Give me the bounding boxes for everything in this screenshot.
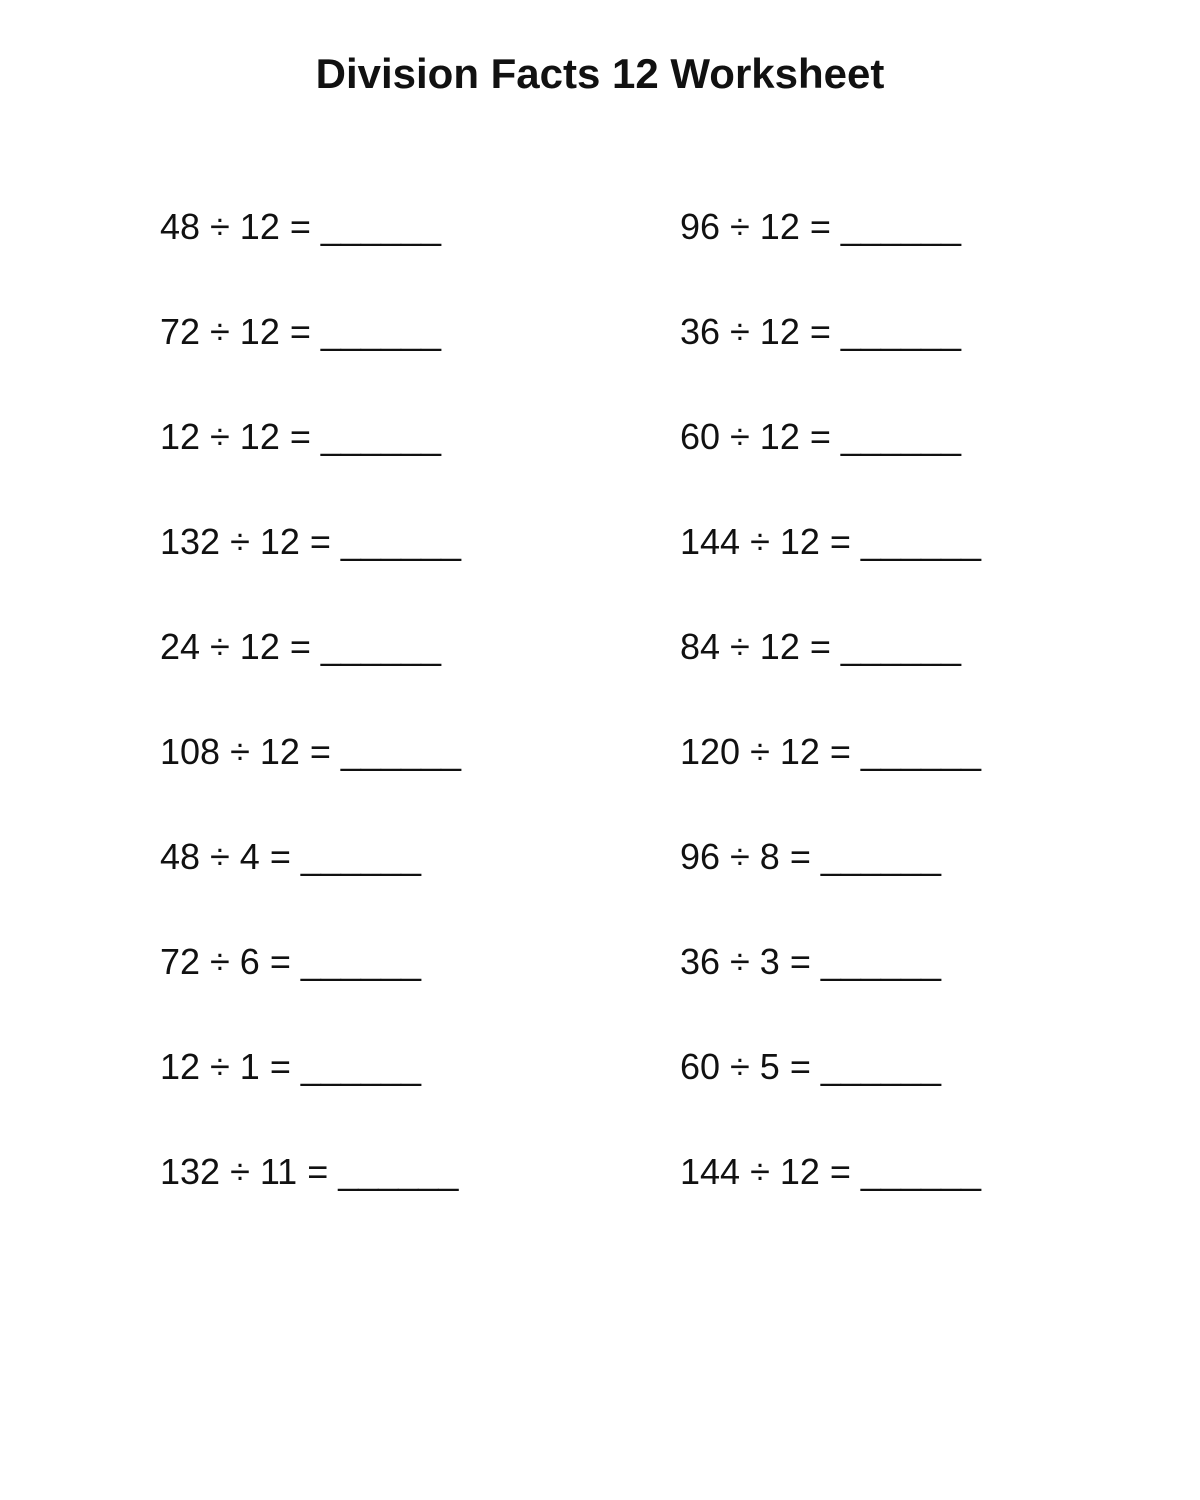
- division-problem: 12 ÷ 1 = ______: [160, 1046, 421, 1087]
- division-problem: 12 ÷ 12 = ______: [160, 416, 442, 457]
- division-problem: 120 ÷ 12 = ______: [680, 731, 982, 772]
- division-problem: 96 ÷ 8 = ______: [680, 836, 941, 877]
- division-problem: 108 ÷ 12 = ______: [160, 731, 462, 772]
- division-problem: 144 ÷ 12 = ______: [680, 521, 982, 562]
- division-problem: 144 ÷ 12 = ______: [680, 1151, 982, 1192]
- division-problem: 60 ÷ 12 = ______: [680, 416, 962, 457]
- left-problem-column: [160, 201, 461, 1251]
- worksheet-title: Division Facts 12 Worksheet: [315, 50, 885, 97]
- division-problem: 24 ÷ 12 = ______: [160, 626, 442, 667]
- division-problem: 132 ÷ 12 = ______: [160, 521, 462, 562]
- right-problem-column: [680, 201, 981, 1251]
- division-problem: 48 ÷ 4 = ______: [160, 836, 421, 877]
- division-problem: 84 ÷ 12 = ______: [680, 626, 962, 667]
- division-problem: 132 ÷ 11 = ______: [160, 1151, 459, 1192]
- division-problem: 60 ÷ 5 = ______: [680, 1046, 941, 1087]
- division-problem: 96 ÷ 12 = ______: [680, 206, 962, 247]
- division-problem: 72 ÷ 12 = ______: [160, 311, 442, 352]
- division-problem: 36 ÷ 12 = ______: [680, 311, 962, 352]
- division-problem: 72 ÷ 6 = ______: [160, 941, 421, 982]
- division-problem: 36 ÷ 3 = ______: [680, 941, 941, 982]
- division-problem: 48 ÷ 12 = ______: [160, 206, 442, 247]
